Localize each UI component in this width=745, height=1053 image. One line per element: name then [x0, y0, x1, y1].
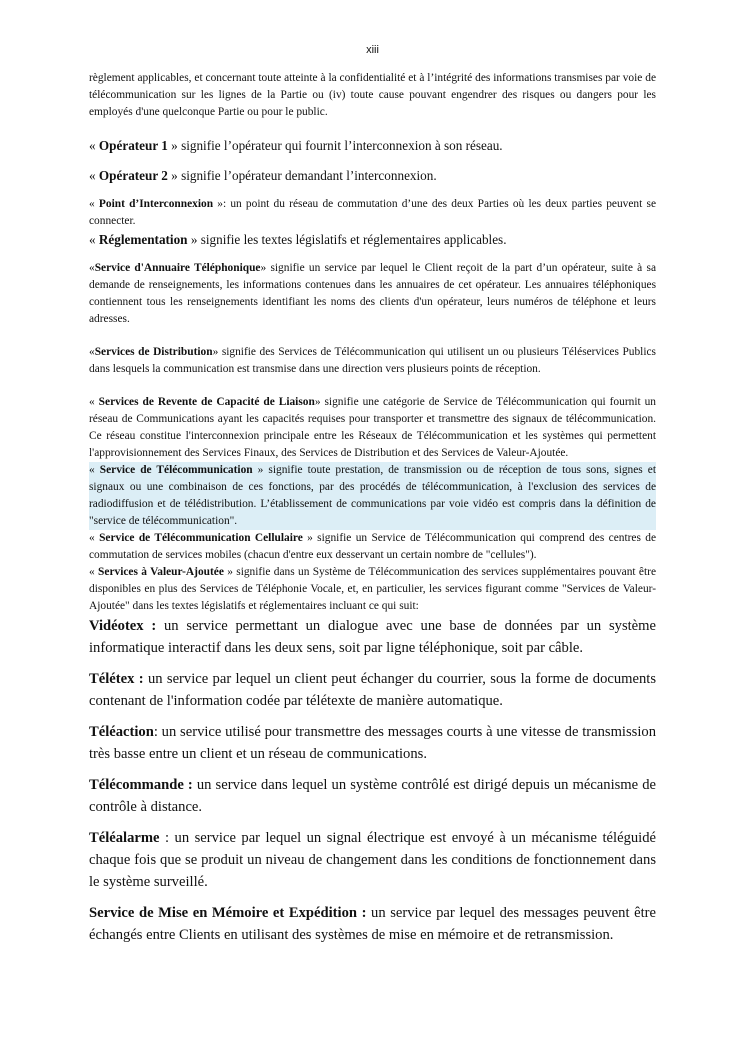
page-body [89, 70, 656, 946]
definition-telecommande: Télécommande : un service dans lequel un système contrôlé est dirigé depuis un mécanisme de contrôle à distance. [89, 777, 656, 815]
definition-telecom-cellulaire: « Service de Télécommunication Cellulaire » signifie un Service de Télécommunication qui comprend des centres de commutation de services mobiles (chacun d'entre eux desservant un certain nombre de "cellules"). [89, 532, 656, 561]
definition-point-interconnexion: « Point d’Interconnexion »: un point du réseau de commutation d’une des deux Parties où les deux parties peuvent se connecter. [89, 198, 656, 227]
intro-paragraph: règlement applicables, et concernant toute atteinte à la confidentialité et à l’intégrité des informations transmises par voie de télécommunication sur les lignes de la Partie ou (iv) toute cause pouvant engendrer des risques ou dangers pour les employés d'une quelconque Partie ou pour le public. [89, 72, 656, 118]
definition-term: Service de Mise en Mémoire et Expédition : [89, 905, 367, 921]
definition-operateur-2: « Opérateur 2 » signifie l’opérateur demandant l’interconnexion. [89, 168, 437, 183]
definition-revente-capacite: « Services de Revente de Capacité de Liaison» signifie une catégorie de Service de Télécommunication qui fournit un réseau de Communications ayant les capacités requises pour transporter et transmettre des signaux de télécommunication. Ce réseau constitue l'interconnexion principale entre les Réseaux de Télécommunication et les systèmes qui permettent l'approvisionnement des Services Finaux, des Services de Distribution et des Services de Valeur-Ajoutée. [89, 396, 657, 459]
definition-term: Service de Télécommunication [99, 464, 253, 476]
definition-term: Vidéotex : [89, 618, 157, 634]
definition-service-annuaire: «Service d'Annuaire Téléphonique» signifie un service par lequel le Client reçoit de la part d’un opérateur, suite à sa demande de renseignements, les informations contenues dans les annuaires de cet opérateur. Les annuaires téléphoniques contiennent tous les renseignements identifiant les noms des clients d'un opérateur, leurs numéros de téléphone et leurs adresses. [89, 262, 656, 325]
definition-services-distribution: «Services de Distribution» signifie des Services de Télécommunication qui utilisent un ou plusieurs Téléservices Publics dans lesquels la communication est transmise dans une direction vers plusieurs points de réception. [89, 346, 656, 375]
definition-mise-en-memoire: Service de Mise en Mémoire et Expédition : un service par lequel des messages peuvent être échangés entre Clients en utilisant des systèmes de mise en mémoire et de retransmission. [89, 905, 656, 943]
definition-term: Télétex : [89, 671, 144, 687]
definition-service-telecommunication: « Service de Télécommunication » signifie toute prestation, de transmission ou de réception de tous sons, signes et signaux ou une combinaison de ces fonctions, par des procédés de télécommunication, à l'exclusion des services de radiodiffusion et de télédistribution. L’établissement de communications par voie vidéo est compris dans la définition de "service de télécommunication". [89, 462, 656, 530]
definition-term: Point d’Interconnexion [98, 198, 214, 210]
definition-valeur-ajoutee: « Services à Valeur-Ajoutée » signifie dans un Système de Télécommunication des services supplémentaires pouvant être disponibles en plus des Services de Téléphonie Vocale, et, en particulier, les services figurant comme "Services de Valeur-Ajoutée" dans les textes législatifs et réglementaires incluant ce qui suit: [89, 566, 656, 612]
definition-term: Services de Distribution [94, 346, 213, 358]
definition-videotex: Vidéotex : un service permettant un dialogue avec une base de données par un système informatique interactif dans les deux sens, soit par ligne téléphonique, soit par câble. [89, 618, 656, 656]
definition-teletex: Télétex : un service par lequel un client peut échanger du courrier, sous la forme de documents contenant de l'information codée par télétexte de manière automatique. [89, 671, 656, 709]
definition-term: Télécommande : [89, 777, 193, 793]
definition-reglementation: « Réglementation » signifie les textes législatifs et réglementaires applicables. [89, 232, 507, 247]
page-number: xiii [366, 44, 379, 56]
definition-term: Opérateur 1 [98, 138, 168, 153]
definition-term: Services à Valeur-Ajoutée [98, 566, 224, 578]
definition-term: Réglementation [98, 232, 188, 247]
definition-telealarme: Téléalarme : un service par lequel un signal électrique est envoyé à un mécanisme téléguidé chaque fois que se produit un niveau de changement dans les conditions de fonctionnement dans le système surveillé. [89, 830, 656, 890]
definition-term: Opérateur 2 [98, 168, 168, 183]
definition-term: Téléalarme [89, 830, 160, 846]
definition-teleaction: Téléaction: un service utilisé pour transmettre des messages courts à une vitesse de transmission très basse entre un client et un réseau de communications. [89, 724, 656, 762]
definition-term: Téléaction [89, 724, 154, 740]
definition-term: Service d'Annuaire Téléphonique [94, 262, 261, 274]
definition-term: Services de Revente de Capacité de Liaison [98, 396, 315, 408]
definition-term: Service de Télécommunication Cellulaire [99, 532, 303, 544]
definition-operateur-1: « Opérateur 1 » signifie l’opérateur qui fournit l’interconnexion à son réseau. [89, 138, 503, 153]
